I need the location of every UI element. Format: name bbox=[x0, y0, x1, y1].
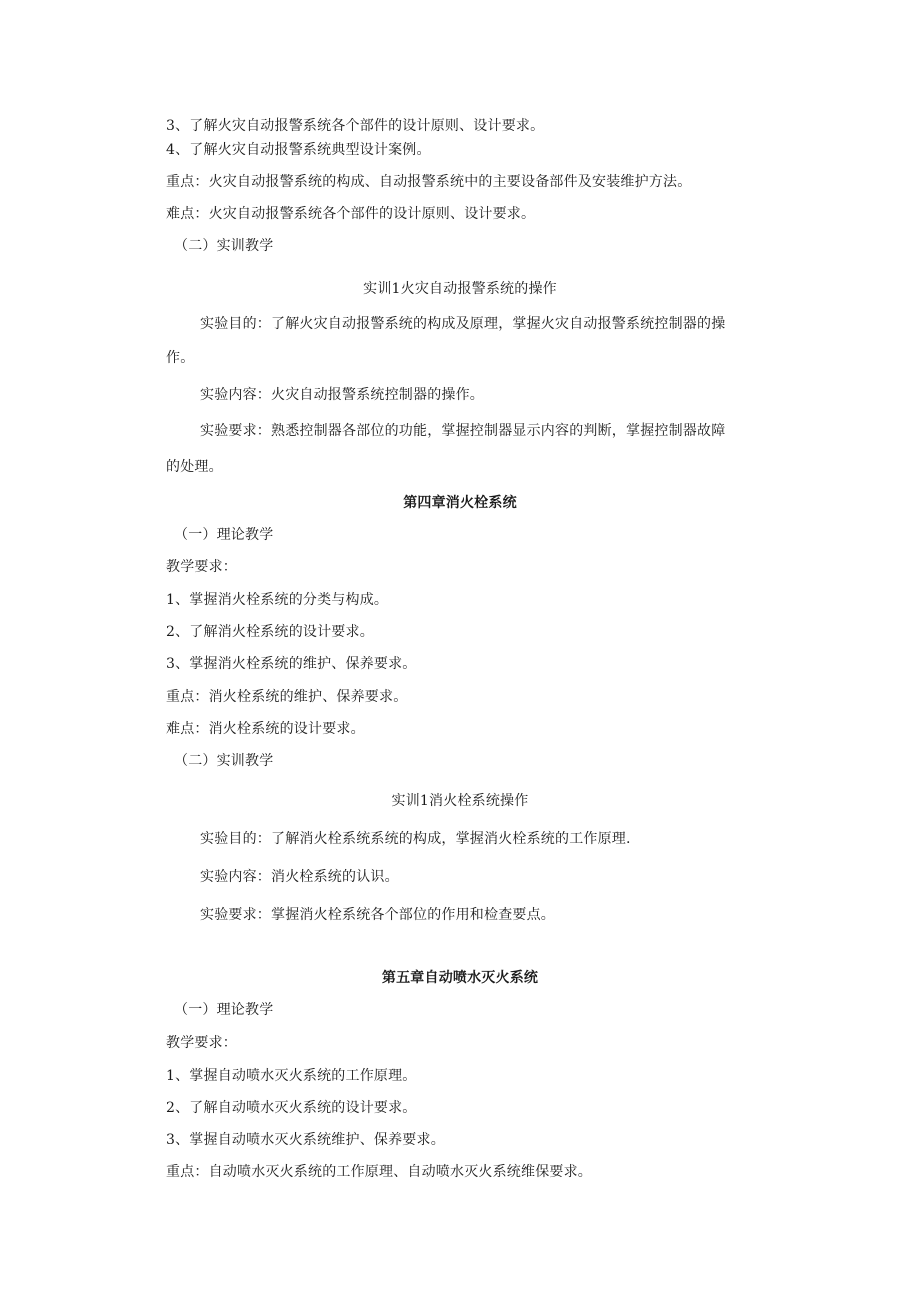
req-item-2: 2、了解消火栓系统的设计要求。 bbox=[166, 624, 374, 640]
lab-purpose-cont: 作。 bbox=[166, 350, 195, 366]
lab-requirements-cont: 的处理。 bbox=[166, 459, 223, 475]
key-points: 重点：自动喷水灭火系统的工作原理、自动喷水灭火系统维保要求。 bbox=[166, 1164, 592, 1180]
lab-title: 实训1火灾自动报警系统的操作 bbox=[363, 281, 557, 297]
teaching-requirements-label: 教学要求： bbox=[166, 559, 237, 575]
req-item-1: 1、掌握消火栓系统的分类与构成。 bbox=[166, 592, 389, 608]
lab-purpose: 实验目的：了解火灾自动报警系统的构成及原理，掌握火灾自动报警系统控制器的操 bbox=[200, 316, 726, 332]
req-item-2: 2、了解自动喷水灭火系统的设计要求。 bbox=[166, 1100, 417, 1116]
key-points: 重点：消火栓系统的维护、保养要求。 bbox=[166, 689, 408, 705]
lab-content: 实验内容：消火栓系统的认识。 bbox=[200, 869, 399, 885]
chapter-5-title: 第五章自动喷水灭火系统 bbox=[381, 970, 539, 986]
lab-purpose: 实验目的：了解消火栓系统系统的构成，掌握消火栓系统的工作原理. bbox=[200, 831, 631, 847]
req-item-3: 3、掌握消火栓系统的维护、保养要求。 bbox=[166, 656, 417, 672]
lab-content: 实验内容：火灾自动报警系统控制器的操作。 bbox=[200, 387, 484, 403]
section-theory-teaching: （一）理论教学 bbox=[174, 1002, 274, 1018]
item-3-design-principles: 3、了解火灾自动报警系统各个部件的设计原则、设计要求。 bbox=[166, 118, 545, 134]
difficult-points: 难点：消火栓系统的设计要求。 bbox=[166, 721, 365, 737]
section-practical-teaching: （二）实训教学 bbox=[174, 238, 274, 254]
section-theory-teaching: （一）理论教学 bbox=[174, 527, 274, 543]
section-practical-teaching: （二）实训教学 bbox=[174, 753, 274, 769]
lab-title: 实训1消火栓系统操作 bbox=[391, 793, 529, 809]
req-item-3: 3、掌握自动喷水灭火系统维护、保养要求。 bbox=[166, 1132, 445, 1148]
lab-requirements: 实验要求：掌握消火栓系统各个部位的作用和检查要点。 bbox=[200, 907, 555, 923]
difficult-points: 难点：火灾自动报警系统各个部件的设计原则、设计要求。 bbox=[166, 206, 536, 222]
teaching-requirements-label: 教学要求： bbox=[166, 1035, 237, 1051]
chapter-4-title: 第四章消火栓系统 bbox=[403, 495, 517, 511]
lab-requirements: 实验要求：熟悉控制器各部位的功能，掌握控制器显示内容的判断，掌握控制器故障 bbox=[200, 423, 726, 439]
req-item-1: 1、掌握自动喷水灭火系统的工作原理。 bbox=[166, 1068, 417, 1084]
key-points: 重点：火灾自动报警系统的构成、自动报警系统中的主要设备部件及安装维护方法。 bbox=[166, 174, 692, 190]
item-4-design-cases: 4、了解火灾自动报警系统典型设计案例。 bbox=[166, 142, 431, 158]
